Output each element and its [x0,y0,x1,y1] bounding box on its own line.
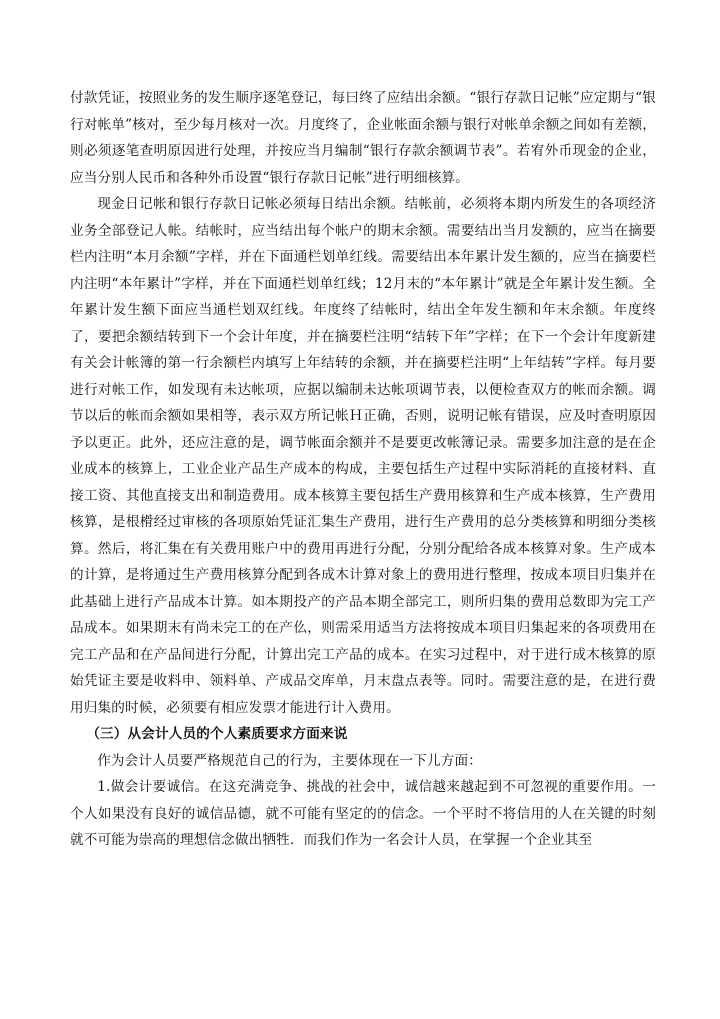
section-heading: （三）从会计人员的个人素质要求方面来说 [86,726,348,742]
paragraph-bank-journal: 付款凭证，按照业务的发生顺序逐笔登记，每曰终了应结出余额。“银行存款日记帐”应定期与“银行对帐单”核对，至少每月核对一次。月度终了，企业帐面余额与银行对帐单余额之间如有差额，则必须逐笔查明原因进行处理，并按应当月编制“银行存款余额调节表”。若宥外币现金的企业，应当分别人民币和各种外币设置“银行存款日记帐”进行明细核算。 [70,90,656,186]
paragraph-closing-and-costing: 现金日记帐和银行存款日记帐必须每日结出余额。结帐前，必须将本期内所发生的各项经济业务全部登记人帐。结帐时，应当结出每个帐户的期末余额。需要结出当月发额的，应当在摘要栏内注明“本月余额”字样，并在下面通栏划单红线。需要结出本年累计发生额的，应当在摘要栏内注明“本年累计”字样，并在下面通栏划单红线；12月末的“本年累计”就是全年累计发生额。全年累计发生额下面应当通栏划双红线。年度终了结帐时，结出全年发生额和年末余额。年度终了，要把余额结转到下一个会计年度，并在摘要栏注明“结转下年”字样；在下一个会计年度新建有关会计帐簿的第一行余额栏内填写上年结转的余额，并在摘要栏注明“上年结转”字样。每月要进行对帐工作，如发现有未达帐项，应据以编制未达帐项调节表，以便检查双方的帐而余额。调节以后的帐而余额如果相等，表示双方所记帐Ｈ正确，否则，说明记帐有错误，应及吋查明原因予以更正。此外，还应注意的是，调节帐面余额并不是要更改帐簿记录。需要多加注意的是在企业成本的核算上，工业企业产品生产成本的构成，主要包括生产过程中实际消耗的直接材料、直接工资、其他直接支出和制造费用。成本核算主要包括生产费用核算和生产成本核算，生产费用核算，是根榾经过审核的各项原始凭证汇集生产费用，进行生产费用的总分类核算和明细分类核算。然后，将汇集在有关费用账户中的费用再进行分配，分别分配给各成本核算对象。生产成本的计算，是将通过生产费用核算分配到各成木计算对象上的费用进行整理，按成本项目归集并在此基础上进行产品成本计算。如本期投产的产品本期全部完工，则所归集的费用总数即为完工产品成本。如果期末有尚未完工的在产仫，则需采用适当方法将按成本项目归集起来的各项费用在完工产品和在产品间进行分配，计算出完工产品的成本。在实习过程中，对于进行成木核算的原始凭证主要是收料申、领料单、产成品交库单，月末盘点表等。同时。需要注意的是，在进行费用归集的时候，必须要有相应发票才能进行计入费用。 [70,196,656,716]
paragraph-integrity: 1.做会计要诚信。在这充满竞争、挑战的社会中，诚信越来越起到不可忽视的重要作用。一个人如果没有良好的诚信品德，就不可能有坚定的的信念。一个平时不将信用的人在关键的时刻就不可能为崇高的理想信念做出牺牲．而我们作为一名会计人员，在掌握一个企业其至 [70,779,656,848]
document-page [70,85,656,854]
paragraph-intro: 作为会计人员要严格规范自己的行为，主要体现在一下儿方面： [97,752,483,769]
